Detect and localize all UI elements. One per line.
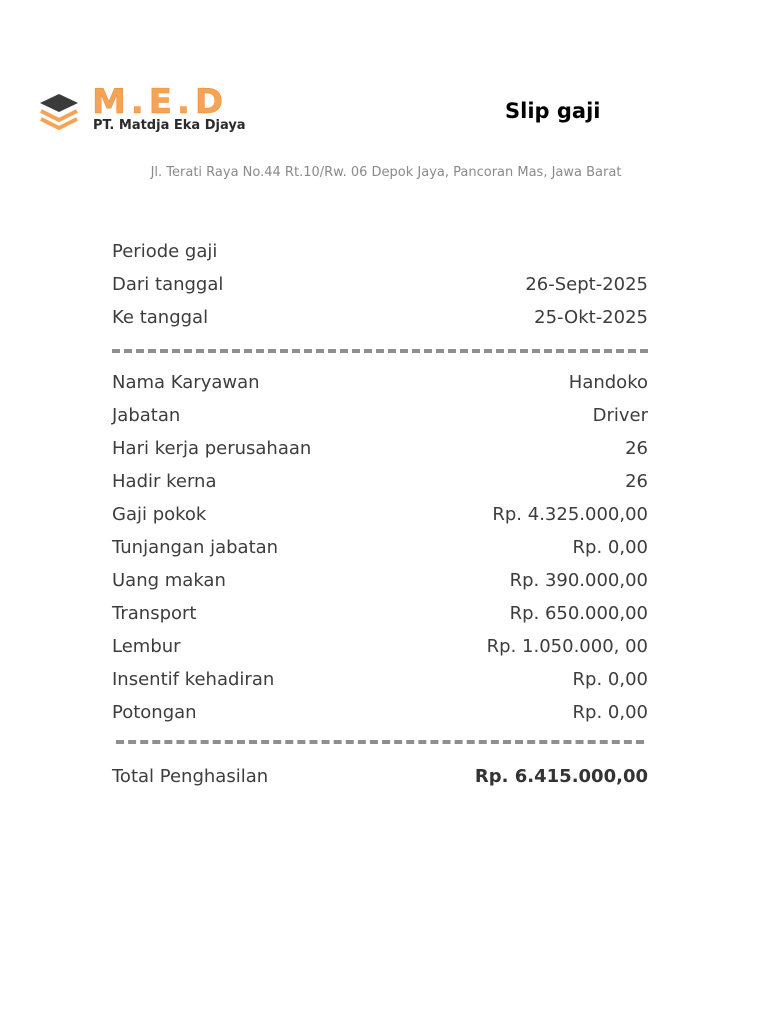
period-heading-row bbox=[112, 235, 648, 268]
detail-label: Uang makan bbox=[112, 570, 226, 591]
detail-label: Jabatan bbox=[112, 405, 181, 426]
detail-row bbox=[112, 531, 648, 564]
period-from-value: 26-Sept-2025 bbox=[525, 274, 648, 295]
detail-value: Rp. 0,00 bbox=[572, 537, 648, 558]
total-value: Rp. 6.415.000,00 bbox=[474, 766, 648, 787]
detail-value: 26 bbox=[625, 471, 648, 492]
detail-value: Handoko bbox=[568, 372, 648, 393]
company-address: Jl. Terati Raya No.44 Rt.10/Rw. 06 Depok Jaya, Pancoran Mas, Jawa Barat bbox=[150, 165, 622, 180]
detail-label: Potongan bbox=[112, 702, 197, 723]
company-logo bbox=[38, 82, 278, 138]
detail-label: Gaji pokok bbox=[112, 504, 207, 525]
period-section bbox=[112, 235, 648, 334]
divider-bottom bbox=[116, 740, 644, 744]
detail-row bbox=[112, 663, 648, 696]
detail-row bbox=[112, 399, 648, 432]
detail-label: Lembur bbox=[112, 636, 181, 657]
detail-label: Insentif kehadiran bbox=[112, 669, 275, 690]
company-name: PT. Matdja Eka Djaya bbox=[93, 118, 246, 133]
detail-label: Transport bbox=[112, 603, 197, 624]
period-from-row bbox=[112, 268, 648, 301]
period-to-value: 25-Okt-2025 bbox=[534, 307, 648, 328]
details-section bbox=[112, 366, 648, 729]
period-from-label: Dari tanggal bbox=[112, 274, 224, 295]
detail-label: Tunjangan jabatan bbox=[112, 537, 279, 558]
period-to-label: Ke tanggal bbox=[112, 307, 209, 328]
detail-label: Hari kerja perusahaan bbox=[112, 438, 312, 459]
detail-row bbox=[112, 432, 648, 465]
detail-row bbox=[112, 498, 648, 531]
detail-value: Rp. 4.325.000,00 bbox=[492, 504, 648, 525]
logo-wordmark: M.E.D bbox=[92, 82, 229, 122]
detail-row bbox=[112, 597, 648, 630]
divider-top bbox=[112, 349, 648, 353]
total-row bbox=[112, 760, 648, 793]
period-heading: Periode gaji bbox=[112, 241, 218, 262]
detail-label: Hadir kerna bbox=[112, 471, 217, 492]
total-label: Total Penghasilan bbox=[112, 766, 269, 787]
detail-row bbox=[112, 366, 648, 399]
detail-value: 26 bbox=[625, 438, 648, 459]
page-title: Slip gaji bbox=[505, 99, 601, 123]
detail-row bbox=[112, 630, 648, 663]
total-section bbox=[112, 760, 648, 793]
detail-row bbox=[112, 564, 648, 597]
detail-value: Rp. 1.050.000, 00 bbox=[486, 636, 648, 657]
detail-label: Nama Karyawan bbox=[112, 372, 260, 393]
stacked-layers-icon bbox=[38, 92, 80, 134]
detail-row bbox=[112, 465, 648, 498]
detail-value: Driver bbox=[592, 405, 648, 426]
detail-value: Rp. 0,00 bbox=[572, 702, 648, 723]
detail-row bbox=[112, 696, 648, 729]
period-to-row bbox=[112, 301, 648, 334]
detail-value: Rp. 650.000,00 bbox=[509, 603, 648, 624]
detail-value: Rp. 390.000,00 bbox=[509, 570, 648, 591]
detail-value: Rp. 0,00 bbox=[572, 669, 648, 690]
